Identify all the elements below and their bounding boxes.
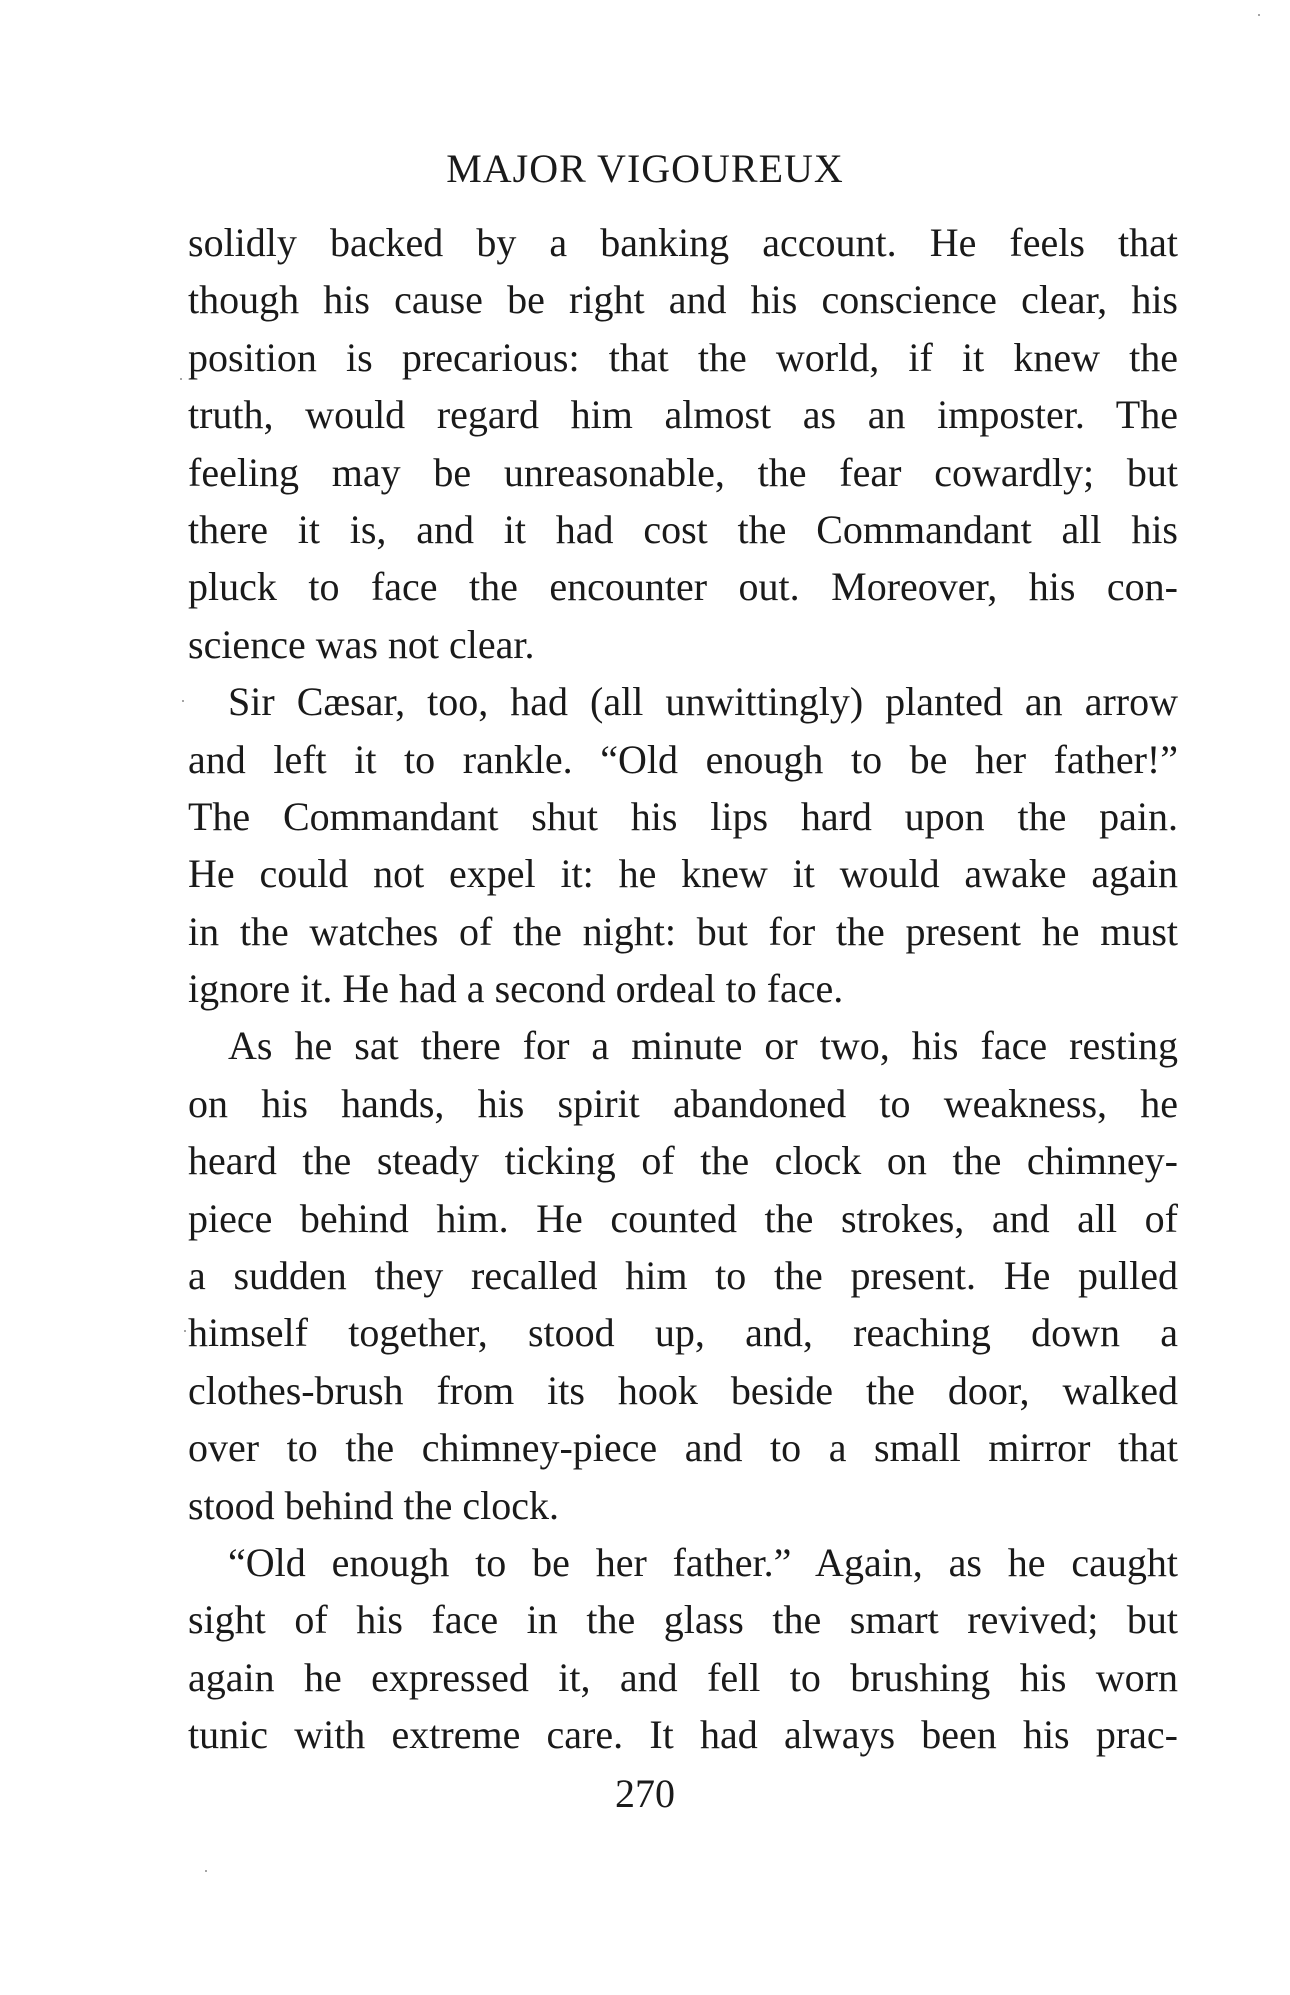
text-line: though his cause be right and his conscience clear, his — [188, 277, 1178, 323]
paper-speck — [1258, 14, 1260, 16]
text-line: pluck to face the encounter out. Moreover, his con- — [188, 564, 1178, 610]
text-line: over to the chimney-piece and to a small mirror that — [188, 1425, 1178, 1471]
text-line: stood behind the clock. — [188, 1482, 560, 1528]
paper-speck — [205, 1870, 207, 1872]
paper-speck — [184, 1330, 186, 1332]
text-line: piece behind him. He counted the strokes, and all of — [188, 1195, 1178, 1241]
text-line: there it is, and it had cost the Commandant all his — [188, 506, 1178, 552]
text-line: truth, would regard him almost as an imposter. The — [188, 392, 1178, 438]
text-line: and left it to rankle. “Old enough to be her father!” — [188, 736, 1178, 782]
text-line: in the watches of the night: but for the present he must — [188, 908, 1178, 954]
text-line: on his hands, his spirit abandoned to weakness, he — [188, 1080, 1178, 1126]
text-line: feeling may be unreasonable, the fear cowardly; but — [188, 449, 1178, 495]
page-number: 270 — [615, 1771, 675, 1816]
text-line: position is precarious: that the world, if it knew the — [188, 334, 1178, 380]
text-line: tunic with extreme care. It had always been his prac- — [188, 1712, 1178, 1758]
text-line: again he expressed it, and fell to brushing his worn — [188, 1654, 1178, 1700]
body-text — [188, 214, 1178, 1764]
running-head: MAJOR VIGOUREUX — [446, 146, 844, 191]
text-line: clothes-brush from its hook beside the door, walked — [188, 1367, 1178, 1413]
text-line: a sudden they recalled him to the present. He pulled — [188, 1253, 1178, 1299]
paper-speck — [180, 378, 182, 380]
text-line: himself together, stood up, and, reaching down a — [188, 1310, 1178, 1356]
text-line: ignore it. He had a second ordeal to face. — [188, 966, 844, 1012]
paragraph-start-line: Sir Cæsar, too, had (all unwittingly) planted an arrow — [228, 679, 1178, 725]
text-line: He could not expel it: he knew it would awake again — [188, 851, 1178, 897]
paragraph-start-line: As he sat there for a minute or two, his face resting — [228, 1023, 1178, 1069]
text-line: science was not clear. — [188, 621, 535, 667]
text-line: solidly backed by a banking account. He feels that — [188, 220, 1178, 265]
text-line: sight of his face in the glass the smart revived; but — [188, 1597, 1178, 1643]
paragraph-start-line: “Old enough to be her father.” Again, as he caught — [228, 1539, 1178, 1585]
paper-speck — [182, 700, 184, 702]
text-line: heard the steady ticking of the clock on the chimney- — [188, 1138, 1178, 1184]
text-line: The Commandant shut his lips hard upon the pain. — [188, 793, 1178, 839]
